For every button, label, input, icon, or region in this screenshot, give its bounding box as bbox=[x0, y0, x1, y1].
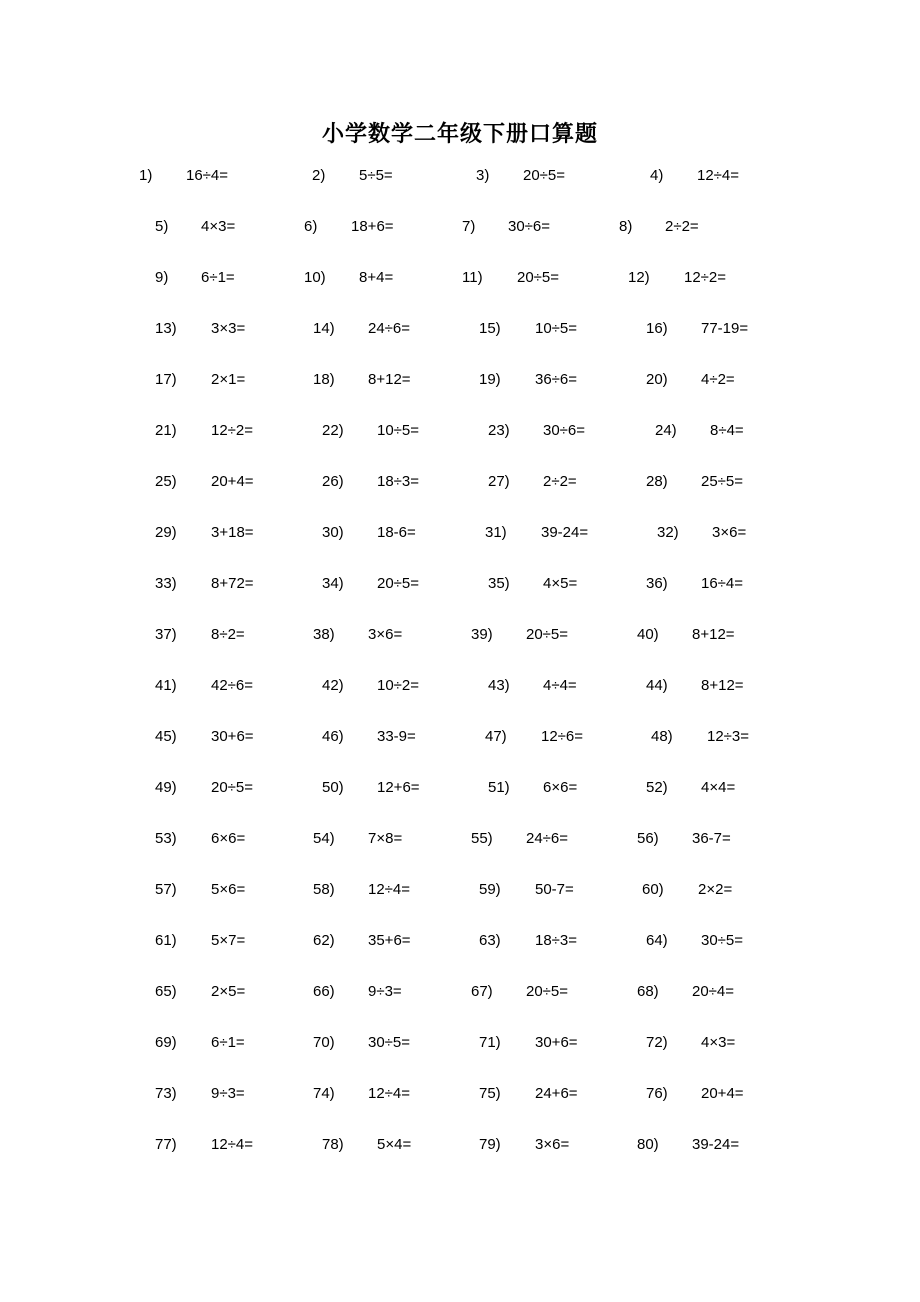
problem-number: 12) bbox=[628, 269, 650, 286]
problem-expression: 30÷5= bbox=[368, 1034, 411, 1051]
problem-expression: 12+6= bbox=[377, 779, 420, 796]
problem-number: 48) bbox=[651, 728, 673, 745]
problem-expression: 4÷4= bbox=[543, 677, 577, 694]
problem-number: 62) bbox=[313, 932, 335, 949]
problem-number: 60) bbox=[642, 881, 664, 898]
problem-expression: 30+6= bbox=[211, 728, 254, 745]
problem-expression: 33-9= bbox=[377, 728, 416, 745]
problem-expression: 12÷3= bbox=[707, 728, 750, 745]
problem-expression: 2×2= bbox=[698, 881, 733, 898]
problem-number: 64) bbox=[646, 932, 668, 949]
problem-expression: 8+72= bbox=[211, 575, 254, 592]
problem-expression: 2×5= bbox=[211, 983, 246, 1000]
problem-number: 36) bbox=[646, 575, 668, 592]
problem-expression: 2×1= bbox=[211, 371, 246, 388]
problem-expression: 4×5= bbox=[543, 575, 578, 592]
problem-number: 23) bbox=[488, 422, 510, 439]
problem-expression: 5×6= bbox=[211, 881, 246, 898]
problem-number: 17) bbox=[155, 371, 177, 388]
problem-number: 7) bbox=[462, 218, 476, 235]
problem-number: 59) bbox=[479, 881, 501, 898]
problem-number: 47) bbox=[485, 728, 507, 745]
problem-expression: 6÷1= bbox=[201, 269, 235, 286]
problem-number: 63) bbox=[479, 932, 501, 949]
problem-expression: 6×6= bbox=[211, 830, 246, 847]
problem-number: 16) bbox=[646, 320, 668, 337]
problem-expression: 2÷2= bbox=[665, 218, 699, 235]
problem-number: 53) bbox=[155, 830, 177, 847]
problem-expression: 20÷5= bbox=[526, 983, 569, 1000]
problem-expression: 24+6= bbox=[535, 1085, 578, 1102]
problem-number: 26) bbox=[322, 473, 344, 490]
problem-expression: 42÷6= bbox=[211, 677, 254, 694]
problem-number: 33) bbox=[155, 575, 177, 592]
problem-expression: 8+12= bbox=[701, 677, 744, 694]
problem-expression: 6×6= bbox=[543, 779, 578, 796]
problem-expression: 5×7= bbox=[211, 932, 246, 949]
problem-expression: 20+4= bbox=[211, 473, 254, 490]
problem-number: 55) bbox=[471, 830, 493, 847]
problem-number: 52) bbox=[646, 779, 668, 796]
problem-expression: 30÷6= bbox=[543, 422, 586, 439]
problem-number: 13) bbox=[155, 320, 177, 337]
problem-expression: 39-24= bbox=[692, 1136, 740, 1153]
problem-number: 37) bbox=[155, 626, 177, 643]
problem-number: 18) bbox=[313, 371, 335, 388]
problem-expression: 30÷5= bbox=[701, 932, 744, 949]
problem-expression: 8+4= bbox=[359, 269, 394, 286]
problem-expression: 5×4= bbox=[377, 1136, 412, 1153]
problem-number: 27) bbox=[488, 473, 510, 490]
problem-expression: 16÷4= bbox=[701, 575, 744, 592]
problem-number: 40) bbox=[637, 626, 659, 643]
problem-expression: 30÷6= bbox=[508, 218, 551, 235]
problem-number: 68) bbox=[637, 983, 659, 1000]
problem-expression: 12÷4= bbox=[211, 1136, 254, 1153]
problem-number: 21) bbox=[155, 422, 177, 439]
problem-number: 19) bbox=[479, 371, 501, 388]
problem-number: 80) bbox=[637, 1136, 659, 1153]
problem-expression: 20÷5= bbox=[211, 779, 254, 796]
problem-number: 6) bbox=[304, 218, 318, 235]
problem-number: 11) bbox=[462, 269, 483, 286]
problem-expression: 9÷3= bbox=[368, 983, 402, 1000]
problem-number: 32) bbox=[657, 524, 679, 541]
problem-number: 25) bbox=[155, 473, 177, 490]
problem-expression: 20÷4= bbox=[692, 983, 735, 1000]
problem-number: 28) bbox=[646, 473, 668, 490]
problem-expression: 20÷5= bbox=[526, 626, 569, 643]
problem-number: 41) bbox=[155, 677, 177, 694]
problem-number: 2) bbox=[312, 167, 326, 184]
problem-number: 78) bbox=[322, 1136, 344, 1153]
problem-number: 10) bbox=[304, 269, 326, 286]
problem-number: 5) bbox=[155, 218, 169, 235]
problem-expression: 12÷4= bbox=[697, 167, 740, 184]
problem-expression: 12÷2= bbox=[211, 422, 254, 439]
problem-number: 50) bbox=[322, 779, 344, 796]
problem-expression: 3×3= bbox=[211, 320, 246, 337]
problem-expression: 24÷6= bbox=[526, 830, 569, 847]
problem-expression: 18÷3= bbox=[377, 473, 420, 490]
problem-expression: 2÷2= bbox=[543, 473, 577, 490]
page-title: 小学数学二年级下册口算题 bbox=[321, 121, 598, 147]
problem-expression: 8÷2= bbox=[211, 626, 245, 643]
problem-number: 74) bbox=[313, 1085, 335, 1102]
problem-number: 34) bbox=[322, 575, 344, 592]
problem-expression: 3×6= bbox=[368, 626, 403, 643]
problem-number: 67) bbox=[471, 983, 493, 1000]
problem-expression: 3×6= bbox=[535, 1136, 570, 1153]
problem-number: 79) bbox=[479, 1136, 501, 1153]
problem-expression: 10÷5= bbox=[377, 422, 420, 439]
problem-expression: 20÷5= bbox=[523, 167, 566, 184]
problem-expression: 36÷6= bbox=[535, 371, 578, 388]
problem-number: 54) bbox=[313, 830, 335, 847]
problem-number: 4) bbox=[650, 167, 664, 184]
problem-expression: 3+18= bbox=[211, 524, 254, 541]
problem-number: 24) bbox=[655, 422, 677, 439]
problem-expression: 5÷5= bbox=[359, 167, 393, 184]
problem-expression: 8+12= bbox=[368, 371, 411, 388]
problem-expression: 10÷2= bbox=[377, 677, 420, 694]
problem-number: 76) bbox=[646, 1085, 668, 1102]
problem-number: 9) bbox=[155, 269, 169, 286]
problem-number: 72) bbox=[646, 1034, 668, 1051]
problem-expression: 12÷4= bbox=[368, 1085, 411, 1102]
problem-expression: 35+6= bbox=[368, 932, 411, 949]
problem-expression: 8÷4= bbox=[710, 422, 744, 439]
problem-number: 38) bbox=[313, 626, 335, 643]
problem-expression: 9÷3= bbox=[211, 1085, 245, 1102]
problem-number: 43) bbox=[488, 677, 510, 694]
problem-expression: 4×4= bbox=[701, 779, 736, 796]
problem-expression: 18÷3= bbox=[535, 932, 578, 949]
problem-expression: 24÷6= bbox=[368, 320, 411, 337]
problem-number: 20) bbox=[646, 371, 668, 388]
problem-expression: 50-7= bbox=[535, 881, 574, 898]
problem-number: 49) bbox=[155, 779, 177, 796]
problem-expression: 16÷4= bbox=[186, 167, 229, 184]
problem-expression: 10÷5= bbox=[535, 320, 578, 337]
problem-number: 45) bbox=[155, 728, 177, 745]
problem-number: 39) bbox=[471, 626, 493, 643]
problem-number: 35) bbox=[488, 575, 510, 592]
problem-number: 15) bbox=[479, 320, 501, 337]
problem-expression: 12÷4= bbox=[368, 881, 411, 898]
problem-expression: 12÷2= bbox=[684, 269, 727, 286]
problem-expression: 3×6= bbox=[712, 524, 747, 541]
problem-number: 3) bbox=[476, 167, 490, 184]
problem-number: 75) bbox=[479, 1085, 501, 1102]
problem-expression: 20+4= bbox=[701, 1085, 744, 1102]
problem-expression: 8+12= bbox=[692, 626, 735, 643]
problem-number: 77) bbox=[155, 1136, 177, 1153]
problem-number: 73) bbox=[155, 1085, 177, 1102]
problem-number: 14) bbox=[313, 320, 335, 337]
problem-expression: 25÷5= bbox=[701, 473, 744, 490]
problem-expression: 18+6= bbox=[351, 218, 394, 235]
problem-expression: 7×8= bbox=[368, 830, 403, 847]
problem-expression: 20÷5= bbox=[377, 575, 420, 592]
problem-expression: 39-24= bbox=[541, 524, 589, 541]
problem-number: 30) bbox=[322, 524, 344, 541]
problem-number: 31) bbox=[485, 524, 507, 541]
problem-expression: 4×3= bbox=[701, 1034, 736, 1051]
problem-expression: 36-7= bbox=[692, 830, 731, 847]
problem-number: 46) bbox=[322, 728, 344, 745]
problem-number: 29) bbox=[155, 524, 177, 541]
problem-number: 66) bbox=[313, 983, 335, 1000]
problem-number: 69) bbox=[155, 1034, 177, 1051]
problem-number: 22) bbox=[322, 422, 344, 439]
problem-number: 42) bbox=[322, 677, 344, 694]
problem-number: 71) bbox=[479, 1034, 501, 1051]
problem-number: 56) bbox=[637, 830, 659, 847]
problem-number: 58) bbox=[313, 881, 335, 898]
problem-expression: 6÷1= bbox=[211, 1034, 245, 1051]
problem-expression: 20÷5= bbox=[517, 269, 560, 286]
problem-number: 57) bbox=[155, 881, 177, 898]
problem-number: 44) bbox=[646, 677, 668, 694]
problem-expression: 18-6= bbox=[377, 524, 416, 541]
problem-expression: 4÷2= bbox=[701, 371, 735, 388]
problem-number: 65) bbox=[155, 983, 177, 1000]
problem-number: 61) bbox=[155, 932, 177, 949]
problem-number: 1) bbox=[139, 167, 153, 184]
problem-number: 70) bbox=[313, 1034, 335, 1051]
problem-expression: 4×3= bbox=[201, 218, 236, 235]
problem-number: 8) bbox=[619, 218, 633, 235]
problem-expression: 30+6= bbox=[535, 1034, 578, 1051]
problem-number: 51) bbox=[488, 779, 510, 796]
problem-expression: 12÷6= bbox=[541, 728, 584, 745]
problem-expression: 77-19= bbox=[701, 320, 749, 337]
